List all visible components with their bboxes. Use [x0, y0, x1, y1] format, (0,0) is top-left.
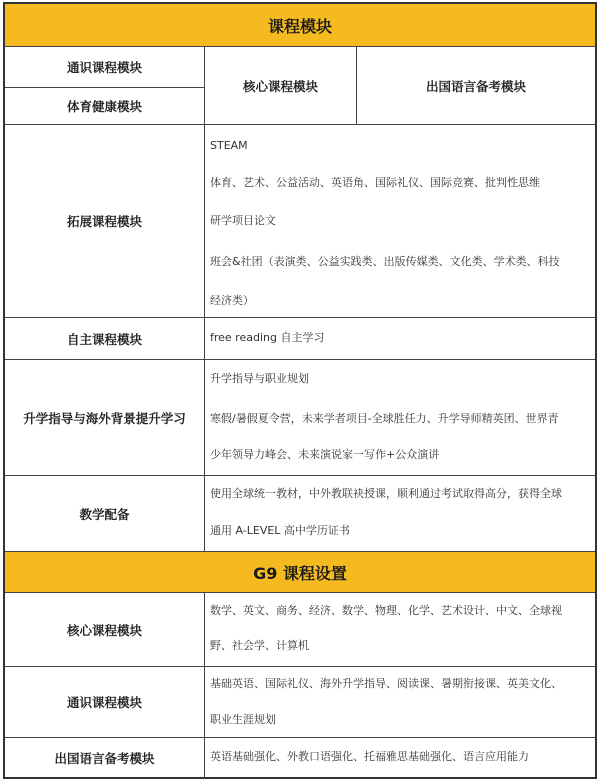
- g9-core-module-label: 核心课程模块: [66, 622, 142, 638]
- extension-item: STEAM: [210, 139, 248, 152]
- extension-item: 研学项目论文: [210, 214, 276, 227]
- g9-language-module-label: 出国语言备考模块: [54, 750, 155, 766]
- self-study-text: free reading 自主学习: [210, 331, 325, 344]
- g9-course-title: G9 课程设置: [5, 552, 595, 592]
- teaching-module-label: 教学配备: [79, 506, 130, 522]
- advancement-item: 寒假/暑假夏令营，未来学者项目-全球胜任力、升学导师精英团、世界青: [210, 412, 559, 425]
- course-modules-title: 课程模块: [5, 4, 595, 46]
- g9-general-text: 职业生涯规划: [210, 713, 276, 726]
- extension-module-label: 拓展课程模块: [66, 214, 142, 229]
- g9-core-text: 野、社会学、计算机: [210, 639, 309, 652]
- self-study-module-label: 自主课程模块: [66, 331, 142, 347]
- overseas-language-module-label: 出国语言备考模块: [425, 78, 526, 94]
- pe-health-module-label: 体育健康模块: [66, 99, 142, 114]
- g9-general-text: 基础英语、国际礼仪、海外升学指导、阅读课、暑期衔接课、英美文化、: [210, 677, 562, 690]
- core-module-label: 核心课程模块: [242, 78, 318, 94]
- extension-item: 班会&社团（表演类、公益实践类、出版传媒类、文化类、学术类、科技: [210, 255, 560, 268]
- advancement-module-label: 升学指导与海外背景提升学习: [23, 410, 186, 426]
- advancement-item: 升学指导与职业规划: [210, 372, 309, 385]
- advancement-item: 少年领导力峰会、未来演说家一写作+公众演讲: [210, 448, 440, 461]
- g9-language-text: 英语基础强化、外教口语强化、托福雅思基础强化、语言应用能力: [210, 750, 529, 763]
- column-divider: [204, 46, 205, 552]
- general-module-label: 通识课程模块: [66, 60, 142, 75]
- g9-core-text: 数学、英文、商务、经济、数学、物理、化学、艺术设计、中文、全球视: [210, 604, 562, 617]
- course-table: [3, 2, 597, 779]
- column-divider: [204, 592, 205, 779]
- teaching-text: 使用全球统一教材，中外教联袂授课，顺利通过考试取得高分，获得全球: [210, 487, 562, 500]
- extension-item: 体育、艺术、公益活动、英语角、国际礼仪、国际竞赛、批判性思维: [210, 176, 540, 189]
- g9-general-module-label: 通识课程模块: [66, 695, 142, 710]
- divider: [356, 46, 357, 124]
- extension-item: 经济类）: [210, 294, 254, 307]
- teaching-text: 通用 A-LEVEL 高中学历证书: [210, 524, 350, 537]
